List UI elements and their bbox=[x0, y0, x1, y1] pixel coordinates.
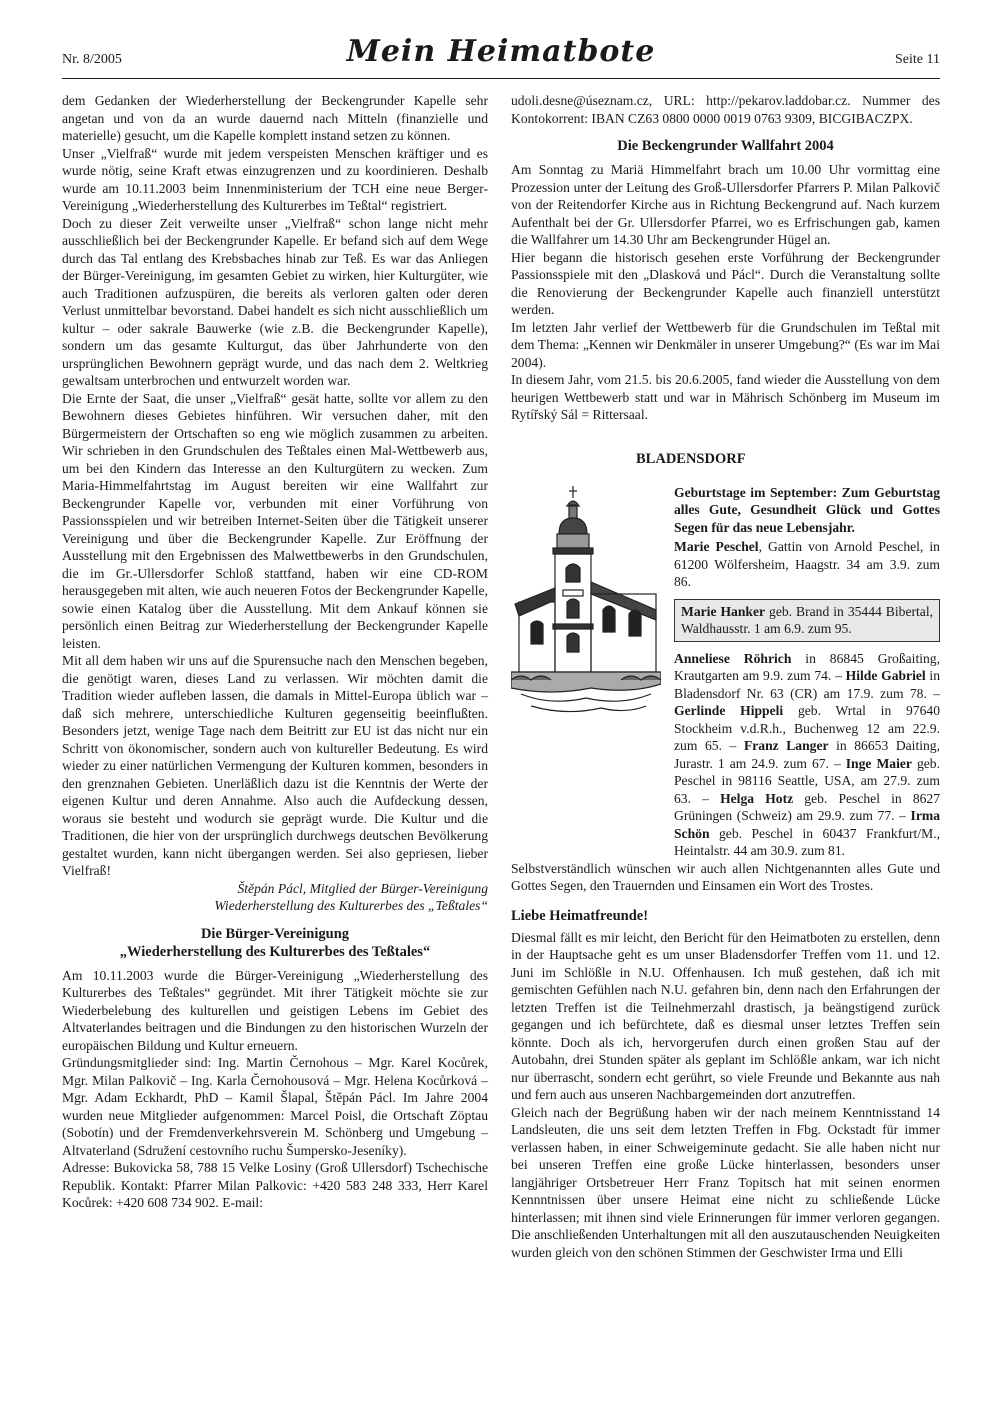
heading-line: Die Bürger-Vereinigung bbox=[200, 925, 350, 942]
right-column bbox=[511, 92, 940, 1261]
issue-number: Nr. 8/2005 bbox=[62, 52, 122, 67]
birthday-entry bbox=[674, 538, 940, 591]
birthday-list bbox=[674, 650, 940, 860]
person-name: Inge Maier bbox=[845, 755, 912, 771]
paragraph: Diesmal fällt es mir leicht, den Bericht für den Heimatboten zu erstellen, denn in der Hauptsache geht es um unser Bladensdorfer Treffen vom 11. und 12. Juni im Schlößle in N.U. Offenhausen. Ich muß gestehen, daß ich mit gemischten Gefühlen nach N.U. gefahren bin, denn nach den Erfahrungen der letzten Treffen ist die Teilnehmerzahl drastisch, ja beängstigend zurück gegangen und ich befürchtete, daß es diesmal unser letztes Treffen sein könnte. Doch als ich, hervorgerufen durch einen großen Stau auf der Autobahn, drei Stunden später als geplant im Schlößle ankam, war ich nicht nur überrascht, sondern echt gerührt, so viele Freunde und Bekannte aus nah und fern auch aus unseren Nachbargemeinden dort anzutreffen. bbox=[511, 929, 940, 1102]
paragraph: Unser „Vielfraß“ wurde mit jedem verspeisten Menschen kräftiger und es wurde nötig, seine Kraft etwas einzugrenzen und zu koordinieren. Deshalb wurde am 10.11.2003 beim Innenministerium der TCH eine neue Berger-Vereinigung „Wiederherstellung des Kulturerbes im Teßtal“ registriert. bbox=[62, 145, 488, 213]
left-column bbox=[62, 92, 488, 1212]
person-name: Irma Schön bbox=[674, 808, 940, 841]
person-name: Hilde Gabriel bbox=[845, 668, 926, 683]
person-name: Anneliese Röhrich bbox=[674, 650, 792, 666]
page-number: Seite 11 bbox=[895, 52, 940, 67]
birthday-details: geb. Wrtal in 97640 Stockheim v.d.R.h., Buchenweg 12 am 22.9. zum 65. – bbox=[674, 703, 940, 753]
paragraph: dem Gedanken der Wiederherstellung der Beckengrunder Kapelle sehr angetan und von da an wurde dauernd nach Mitteln (finanzielle und materielle) gesucht, um die Kapelle komplett instand setzen zu können. bbox=[62, 93, 488, 143]
birthday-intro bbox=[674, 484, 940, 860]
birthday-details: in 86845 Großaiting, Krautgarten am 9.9. zum 74. – bbox=[674, 650, 940, 683]
church-illustration bbox=[511, 484, 661, 724]
paragraph: Im letzten Jahr verlief der Wettbewerb für die Grundschulen im Teßtal mit dem Thema: „Kennen wir Denkmäler in unserer Umgebung?“ (Es war im Mai 2004). bbox=[511, 319, 940, 370]
birthday-details: geb. Peschel in 60437 Frankfurt/M., Heintalstr. 44 am 30.9. zum 81. bbox=[674, 825, 940, 858]
paragraph: Doch zu dieser Zeit verweilte unser „Vielfraß“ schon lange nicht mehr ausschließlich bei der Beckengrunder Kapelle. Er befand sich auf dem Wege durch das Tal entlang des Krebsbaches hinab zur Teß. Es war das Anliegen der Bürger-Vereinigung, im gesamten Gebiet zu wirken, hier Kulturgüter, wie auch Traditionen aufzuspüren, die bereits als verloren galten oder deren Verlust unmittelbar bevorstand. Dabei handelt es sich nicht ausschließlich um kultur – oder sakrale Bauwerke (wie z.B. die Beckengrunder Kapelle), sondern um das gesamte Kulturgut, das über Jahrhunderte von den ursprünglichen Bewohnern geprägt wurde, und das nach dem 2. Weltkrieg gewaltsam unterbrochen und entwurzelt worden war. bbox=[62, 215, 488, 388]
paragraph: Mit all dem haben wir uns auf die Spurensuche nach den Menschen begeben, die genötigt waren, dieses Land zu verlassen. Wir möchten damit die Tradition wieder aufleben lassen, die damals in Mittel-Europa üblich war – daß sich mehrere, unterschiedliche Kulturen gegenseitig beeinflußten. Besonders jetzt, wenige Tage nach dem Beitritt zur EU ist das nicht nur ein Schritt von ökonomischer, sondern auch von kultureller Bedeutung. Es wird wieder zu einer natürlichen Vermengung der Kulturen kommen, besonders in den grenznahen Gebieten. Unerläßlich dazu ist die Kenntnis der Werte der eigenen Kultur und deren Annahme. Also auch die Aufdeckung dessen, woraus sie besteht und wodurch sie geprägt wurde. Die Kultur und die Traditionen, die hier von der ursprünglich durchwegs deutschen Bevölkerung gestaltet wurden, kann nicht übergangen werden. Sei also gepriesen, lieber Vielfraß! bbox=[62, 653, 488, 878]
person-name: Marie Hanker bbox=[681, 603, 766, 619]
birthday-details: in Bladensdorf Nr. 63 (CR) am 17.9. zum 78. – bbox=[674, 668, 940, 701]
signature-line: Štěpán Pácl, Mitglied der Bürger-Vereinigung bbox=[237, 880, 488, 896]
signature-line: Wiederherstellung des Kulturerbes des „Teßtales“ bbox=[214, 898, 488, 913]
paragraph: In diesem Jahr, vom 21.5. bis 20.6.2005, fand wieder die Ausstellung von dem heurigen Wettbewerb statt und war in Mährisch Schönberg im Museum im Rytířský Sál = Rittersaal. bbox=[511, 372, 940, 422]
article-heading-heimatfreunde: Liebe Heimatfreunde! bbox=[511, 907, 649, 924]
highlighted-birthday-entry bbox=[674, 599, 940, 642]
person-name: Gerlinde Hippeli bbox=[674, 703, 784, 718]
person-name: Helga Hotz bbox=[720, 790, 794, 806]
paragraph: Gründungsmitglieder sind: Ing. Martin Černohous – Mgr. Karel Kocůrek, Mgr. Milan Palkovič – Ing. Karla Černohousová – Mgr. Helena Kocůrková – Mgr. Adam Eckhardt, PhD – Kamil Šlapal, Štěpán Pácl. Im Jahre 2004 wurden neue Mitglieder aufgenommen: Marcel Poisl, die Ortschaft Zöptau (Sobotín) und der Fremdenverkehrsverein M. Schönberg und Umgebung – Altvaterland (Sdružení cestovního ruchu Šumpersko-Jeseníky). bbox=[62, 1055, 488, 1158]
person-name: Franz Langer bbox=[743, 738, 829, 753]
section-heading-bladensdorf: BLADENSDORF bbox=[636, 450, 746, 467]
article-heading-verein bbox=[62, 925, 488, 961]
paragraph: Am Sonntag zu Mariä Himmelfahrt brach um 10.00 Uhr vormittag eine Prozession unter der Leitung des Groß-Ullersdorfer Pfarrers P. Milan Palkovič von der Reitendorfer Kirche aus in Richtung Beckengrund auf. Nach kurzem Aufenthalt bei der Gr. Ullersdorfer Pfarrei, wo es Erfrischungen gab, kamen die Wallfahrer um 14.30 Uhr am Beckengrunder Hügel an. bbox=[511, 162, 940, 247]
birthday-details: , Gattin von Arnold Peschel, in 61200 Wölfersheim, Haagstr. 34 am 3.9. zum 86. bbox=[674, 539, 940, 589]
paragraph: Hier begann die historisch gesehen erste Vorführung der Beckengrunder Passionsspiele mit den „Dlasková und Pácl“. Durch die Veranstaltung sollte die Renovierung der Beckengrunder Kapelle auch finanziell unterstützt werden. bbox=[511, 249, 940, 317]
page-header bbox=[62, 28, 940, 79]
paragraph: Die Ernte der Saat, die unser „Vielfraß“ gesät hatte, sollte vor allem zu den Bewohnern dieses Gebietes hinführen. Wir versuchen daher, mit den Bürgermeistern der Ortschaften so eng wie möglich zusammen zu arbeiten. Wir schrieben in den Grundschulen des Teßtales einen Mal-Wettbewerb aus, um bei den Kindern das Interesse an den Kulturgütern zu wecken. Zum Maria-Himmelfahrtstag im August bereiten wir eine Wallfahrt zur Beckengrunder Kapelle vor, verbunden mit einer Vorführung von Passionsspielen und wir betreiben Internet-Seiten über die Tätigkeit unserer Vereinigung und über die Beckengrunder Kapelle. Zur Eröffnung der Ausstellung mit den Ergebnissen des Malwettbewerbs in den Grundschulen, die im Gr.-Ullersdorfer Schloß stattfand, haben wir eine CD-ROM herausgegeben mit alten, wie auch neueren Fotos der Beckengrunder Kapelle, sowie einen Katalog über die Ausstellung. Mit dem Ankauf können sie persönlich einen Beitrag zur Wiederherstellung der Beckengrunder Kapelle leisten. bbox=[62, 390, 488, 651]
masthead-logo: Mein Heimatbote bbox=[346, 34, 656, 69]
paragraph: Am 10.11.2003 wurde die Bürger-Vereinigung „Wiederherstellung des Kulturerbes des Teßtales“ gegründet. Mit ihrer Tätigkeit möchte sie zur Wiederbelebung des kulturellen und geistigen Lebens im Gebiet des Altvaterlandes beitragen und die Bindungen zu den historischen Wurzeln der europäischen Bildung und Kultur erneuern. bbox=[62, 967, 488, 1053]
paragraph: Selbstverständlich wünschen wir auch allen Nichtgenannten alles Gute und Gottes Segen, den Trauernden und Einsamen ein Wort des Trostes. bbox=[511, 860, 940, 893]
paragraph: udoli.desne@úseznam.cz, URL: http://pekarov.laddobar.cz. Nummer des Kontokorrent: IBAN CZ63 0800 0000 0019 0763 9309, BICGIBACZPX. bbox=[511, 93, 940, 126]
person-name: Marie Peschel bbox=[674, 539, 759, 554]
birthday-section bbox=[511, 484, 940, 860]
birthday-details: in 86653 Daiting, Jurastr. 1 am 24.9. zum 67. – bbox=[674, 738, 940, 771]
birthday-headline: Geburtstage im September: Zum Geburtstag alles Gute, Gesundheit Glück und Gottes Segen für das neue Lebensjahr. bbox=[674, 484, 940, 535]
paragraph: Adresse: Bukovicka 58, 788 15 Velke Losiny (Groß Ullersdorf) Tschechische Republik. Kontakt: Pfarrer Milan Palkovic: +420 583 248 333, Herr Karel Kocůrek: +420 608 734 902. E-mail: bbox=[62, 1160, 488, 1210]
paragraph: Gleich nach der Begrüßung haben wir der nach meinem Kenntnisstand 14 Landsleuten, die uns seit dem letzten Treffen in Fbg. Ockstadt für immer verlassen haben, in einer Schweigeminute gedacht. Sie alle haben nicht nur bei unseren Treffen eine große Lücke hinterlassen, besonders unser langjähriger Ortsbetreuer Herr Franz Topitsch hat mit seinen enormen Kennntnissen über unsere Heimat eine nicht zu schließende Lücke hinterlassen; mit ihnen sind viele Erinnerungen für immer verloren gegangen. Die anschließenden Unterhaltungen mit all den auszutauschenden Neuigkeiten wurden gleich von den schönen Stimmen der Geschwister Irma und Elli bbox=[511, 1104, 940, 1260]
heading-line: „Wiederherstellung des Kulturerbes des Teßtales“ bbox=[119, 943, 431, 960]
article-heading-wallfahrt: Die Beckengrunder Wallfahrt 2004 bbox=[617, 138, 834, 154]
birthday-details: geb. Brand in 35444 Bibertal, Waldhausstr. 1 am 6.9. zum 95. bbox=[681, 603, 933, 636]
birthday-details: geb. Peschel in 8627 Grüningen (Schweiz) am 29.9. zum 77. – bbox=[674, 790, 941, 823]
birthday-details: geb. Peschel in 98116 Seattle, USA, am 27.9. zum 63. – bbox=[674, 755, 940, 806]
